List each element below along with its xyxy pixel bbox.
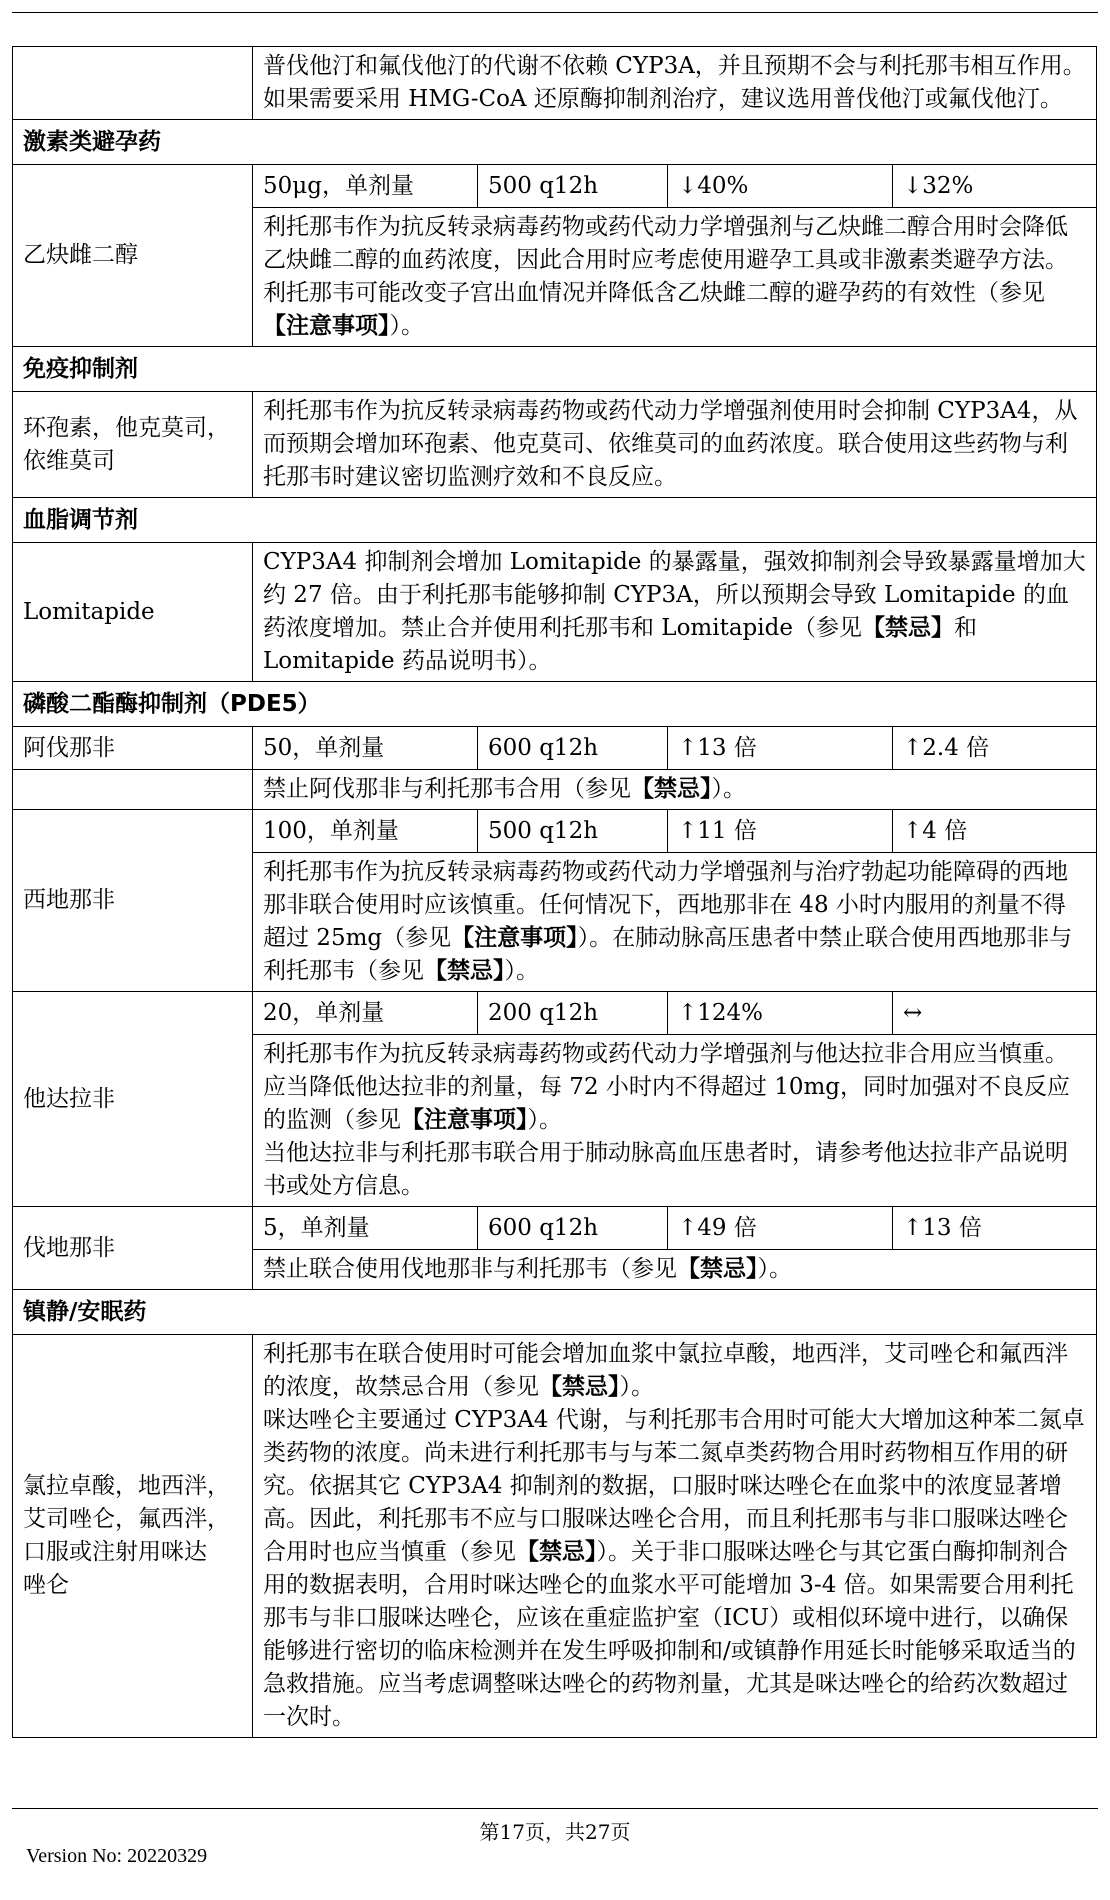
cmax-change-cell: ↔ — [893, 992, 1097, 1035]
drug-cell — [13, 392, 253, 498]
ritonavir-dose-cell: 500 q12h — [478, 165, 668, 208]
dose-cell: 5，单剂量 — [253, 1207, 478, 1250]
table-row — [13, 770, 1097, 810]
reference-link: 【禁忌】 — [516, 1539, 597, 1565]
interaction-description — [253, 1250, 1097, 1290]
section-heading-pde5: 磷酸二酯酶抑制剂（PDE5） — [13, 682, 1097, 727]
auc-change-cell: ↑13 倍 — [668, 727, 893, 770]
drug-name-line: 环孢素，他克莫司， — [23, 414, 230, 441]
text-part: 咪达唑仑主要通过 CYP3A4 代谢，与利托那韦合用时可能大大增加这种苯二氮卓类药物的浓度。尚未进行利托那韦与与苯二氮卓类药物合用时药物相互作用的研究。依据其它 CYP3A4 抑制剂的数据，口服时咪达唑仑在血浆中的浓度显著增高。因此，利托那韦不应与口服咪达唑仑合用，而且利托那韦与非口服咪达唑仑合用时也应当慎重（参见 — [263, 1407, 1085, 1565]
interaction-description — [253, 1335, 1097, 1738]
table-row — [13, 1207, 1097, 1250]
reference-link: 【禁忌】 — [631, 776, 712, 802]
reference-link: 【禁忌】 — [677, 1256, 758, 1282]
section-heading-immunosuppressant: 免疫抑制剂 — [13, 347, 1097, 392]
cmax-change-cell: ↑2.4 倍 — [893, 727, 1097, 770]
text-part: ）。 — [389, 313, 424, 339]
text-part: 禁止阿伐那非与利托那韦合用（参见 — [263, 776, 631, 802]
text-part: ）。 — [757, 1256, 792, 1282]
drug-cell: 阿伐那非 — [13, 727, 253, 770]
auc-change-cell: ↑124% — [668, 992, 893, 1035]
table-row — [13, 810, 1097, 853]
cmax-change-cell: ↑4 倍 — [893, 810, 1097, 853]
reference-link: 【注意事项】 — [263, 313, 390, 339]
text-part: 当他达拉非与利托那韦联合用于肺动脉高血压患者时，请参考他达拉非产品说明书或处方信息。 — [263, 1140, 1068, 1199]
reference-link: 【注意事项】 — [451, 925, 578, 951]
ritonavir-dose-cell: 600 q12h — [478, 1207, 668, 1250]
drug-name-line: 氯拉卓酸，地西泮， — [23, 1473, 230, 1499]
text-part: 利托那韦作为抗反转录病毒药物或药代动力学增强剂与乙炔雌二醇合用时会降低乙炔雌二醇的血药浓度，因此合用时应考虑使用避孕工具或非激素类避孕方法。利托那韦可能改变子宫出血情况并降低含乙炔雌二醇的避孕药的有效性（参见 — [263, 214, 1068, 306]
drug-cell: 他达拉非 — [13, 992, 253, 1207]
text-part: ）。在肺动脉高压患者中禁止联合使用西地那非与利托那韦（参见 — [263, 925, 1073, 984]
top-rule — [12, 12, 1098, 13]
drug-name-line: 艾司唑仑，氟西泮， — [23, 1506, 230, 1532]
drug-name-line: 口服或注射用咪达 — [23, 1539, 207, 1565]
footer-rule — [12, 1808, 1098, 1809]
section-heading-lipid: 血脂调节剂 — [13, 498, 1097, 543]
table-row — [13, 47, 1097, 120]
text-part: ）。 — [527, 1107, 562, 1133]
section-row — [13, 498, 1097, 543]
interaction-description — [253, 853, 1097, 992]
reference-link: 【禁忌】 — [539, 1374, 620, 1400]
section-heading-contraceptive: 激素类避孕药 — [13, 120, 1097, 165]
table-row — [13, 165, 1097, 208]
ritonavir-dose-cell: 600 q12h — [478, 727, 668, 770]
auc-change-cell: ↓40% — [668, 165, 893, 208]
interaction-description: 利托那韦作为抗反转录病毒药物或药代动力学增强剂使用时会抑制 CYP3A4，从而预期会增加环孢素、他克莫司、依维莫司的血药浓度。联合使用这些药物与利托那韦时建议密切监测疗效和不良反应。 — [253, 392, 1097, 498]
drug-name-line: 唑仑 — [23, 1572, 69, 1598]
text-part: ）。关于非口服咪达唑仑与其它蛋白酶抑制剂合用的数据表明，合用时咪达唑仑的血浆水平可能增加 3-4 倍。如果需要合用利托那韦与非口服咪达唑仑，应该在重症监护室（ICU）或相似环境中进行，以确保能够进行密切的临床检测并在发生呼吸抑制和/或镇静作用延长时能够采取适当的急救措施。应当考虑调整咪达唑仑的药物剂量，尤其是咪达唑仑的给药次数超过一次时。 — [263, 1539, 1076, 1730]
auc-change-cell: ↑11 倍 — [668, 810, 893, 853]
reference-link: 【禁忌】 — [861, 615, 954, 641]
drug-cell — [13, 1335, 253, 1738]
interaction-description — [253, 770, 1097, 810]
drug-cell: 西地那非 — [13, 810, 253, 992]
drug-cell: 伐地那非 — [13, 1207, 253, 1290]
drug-cell: 乙炔雌二醇 — [13, 165, 253, 347]
section-row — [13, 1290, 1097, 1335]
drug-name-line: 依维莫司 — [23, 447, 115, 474]
text-part: 和 Lomitapide 药品说明书）。 — [263, 615, 977, 674]
table-row — [13, 992, 1097, 1035]
interaction-description — [253, 208, 1097, 347]
text-part: 利托那韦在联合使用时可能会增加血浆中氯拉卓酸，地西泮，艾司唑仑和氟西泮的浓度，故禁忌合用（参见 — [263, 1341, 1068, 1400]
section-row — [13, 120, 1097, 165]
drug-cell: Lomitapide — [13, 543, 253, 682]
dose-cell: 20，单剂量 — [253, 992, 478, 1035]
text-part: CYP3A4 抑制剂会增加 Lomitapide 的暴露量，强效抑制剂会导致暴露量增加大约 27 倍。由于利托那韦能够抑制 CYP3A，所以预期会导致 Lomitapide 的血药浓度增加。禁止合并使用利托那韦和 Lomitapide（参见 — [263, 549, 1086, 641]
table-row — [13, 1335, 1097, 1738]
statin-note: 普伐他汀和氟伐他汀的代谢不依赖 CYP3A，并且预期不会与利托那韦相互作用。如果需要采用 HMG-CoA 还原酶抑制剂治疗，建议选用普伐他汀或氟伐他汀。 — [253, 47, 1097, 120]
text-part: 利托那韦作为抗反转录病毒药物或药代动力学增强剂与治疗勃起功能障碍的西地那非联合使用时应该慎重。任何情况下，西地那非在 48 小时内服用的剂量不得超过 25mg（参见 — [263, 859, 1068, 951]
table-row — [13, 727, 1097, 770]
drug-interaction-table — [12, 46, 1097, 1738]
interaction-description — [253, 543, 1097, 682]
reference-link: 【禁忌】 — [424, 958, 505, 984]
auc-change-cell: ↑49 倍 — [668, 1207, 893, 1250]
section-row — [13, 347, 1097, 392]
cmax-change-cell: ↑13 倍 — [893, 1207, 1097, 1250]
text-part: 禁止联合使用伐地那非与利托那韦（参见 — [263, 1256, 677, 1282]
section-row — [13, 682, 1097, 727]
text-part: ）。 — [504, 958, 539, 984]
text-part: 利托那韦作为抗反转录病毒药物或药代动力学增强剂与他达拉非合用应当慎重。应当降低他达拉非的剂量，每 72 小时内不得超过 10mg，同时加强对不良反应的监测（参见 — [263, 1041, 1070, 1133]
drug-cell — [13, 770, 253, 810]
cmax-change-cell: ↓32% — [893, 165, 1097, 208]
page-number: 第17页，共27页 — [479, 1820, 631, 1844]
table-row — [13, 543, 1097, 682]
dose-cell: 50μg，单剂量 — [253, 165, 478, 208]
text-part: ）。 — [711, 776, 746, 802]
version-number: Version No: 20220329 — [26, 1845, 208, 1867]
dose-cell: 50，单剂量 — [253, 727, 478, 770]
section-heading-sedative: 镇静/安眠药 — [13, 1290, 1097, 1335]
text-part: ）。 — [619, 1374, 654, 1400]
ritonavir-dose-cell: 500 q12h — [478, 810, 668, 853]
dose-cell: 100，单剂量 — [253, 810, 478, 853]
ritonavir-dose-cell: 200 q12h — [478, 992, 668, 1035]
interaction-description — [253, 1035, 1097, 1207]
drug-cell — [13, 47, 253, 120]
reference-link: 【注意事项】 — [401, 1107, 528, 1133]
table-row — [13, 392, 1097, 498]
